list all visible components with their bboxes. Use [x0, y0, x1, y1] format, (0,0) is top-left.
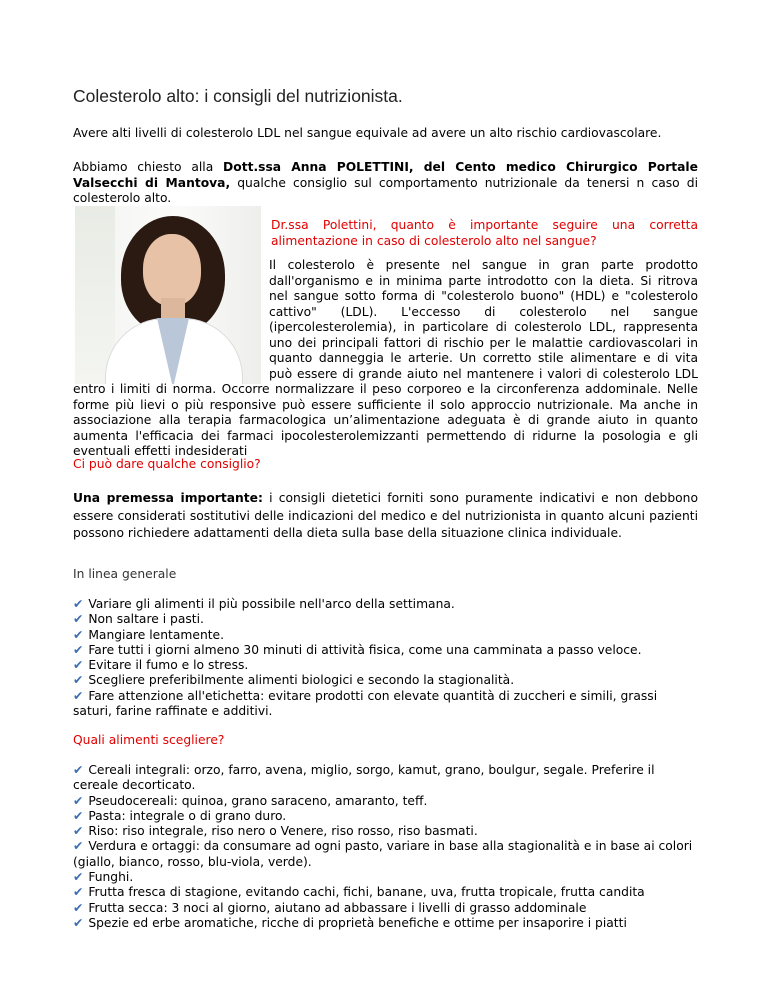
- check-icon: ✔: [73, 673, 84, 688]
- intro-text-post: qualche consiglio sul comportamento nutrizionale da tenersi n caso di colesterolo alto.: [73, 175, 699, 205]
- check-icon: ✔: [73, 642, 84, 657]
- list-item-text: Spezie ed erbe aromatiche, ricche di proprietà benefiche e ottime per insaporire i piatti: [88, 915, 627, 930]
- list-item-text: Cereali integrali: orzo, farro, avena, miglio, sorgo, kamut, grano, boulgur, segale. Preferire il cereale decorticato.: [73, 763, 655, 793]
- check-icon: ✔: [73, 612, 84, 627]
- check-icon: ✔: [73, 658, 84, 673]
- list-item: [73, 689, 698, 720]
- check-icon: ✔: [73, 900, 84, 915]
- check-icon: ✔: [73, 627, 84, 642]
- question-3: Quali alimenti scegliere?: [73, 733, 225, 747]
- check-icon: ✔: [73, 915, 84, 930]
- list-item-text: Pasta: integrale o di grano duro.: [88, 808, 287, 823]
- list-item: [73, 794, 698, 809]
- check-icon: ✔: [73, 793, 84, 808]
- general-advice-list: [73, 597, 698, 719]
- check-icon: ✔: [73, 763, 84, 777]
- list-item: [73, 839, 698, 870]
- list-item: [73, 901, 698, 916]
- intro-text-pre: Abbiamo chiesto alla: [73, 160, 224, 174]
- list-item: [73, 809, 698, 824]
- check-icon: ✔: [73, 870, 84, 885]
- check-icon: ✔: [73, 808, 84, 823]
- list-item-text: Evitare il fumo e lo stress.: [88, 658, 249, 673]
- list-item-text: Mangiare lentamente.: [88, 627, 225, 642]
- answer-1: [73, 258, 698, 460]
- premessa-label: Una premessa importante:: [73, 491, 263, 505]
- food-choice-list: [73, 763, 698, 931]
- photo-float-spacer: [73, 258, 269, 370]
- list-item-text: Riso: riso integrale, riso nero o Venere, riso rosso, riso basmati.: [88, 824, 478, 839]
- list-item: [73, 763, 698, 794]
- check-icon: ✔: [73, 839, 84, 854]
- check-icon: ✔: [73, 824, 84, 839]
- list-item-text: Frutta fresca di stagione, evitando cachi, fichi, banane, uva, frutta tropicale, frutta candita: [88, 885, 645, 900]
- intro-paragraph: Avere alti livelli di colesterolo LDL nel sangue equivale ad avere un alto rischio cardiovascolare.: [73, 126, 662, 140]
- premessa-paragraph: [73, 490, 698, 543]
- list-item-text: Pseudocereali: quinoa, grano saraceno, amaranto, teff.: [88, 793, 428, 808]
- doctor-name: Dott.ssa Anna POLETTINI, del Cento medico Chirurgico Portale Valsecchi di Mantova,: [73, 160, 698, 190]
- list-item: [73, 673, 698, 688]
- list-item: [73, 643, 698, 658]
- list-item: [73, 824, 698, 839]
- list-item: [73, 628, 698, 643]
- list-item: [73, 916, 698, 931]
- list-item-text: Scegliere preferibilmente alimenti biologici e secondo la stagionalità.: [88, 673, 515, 688]
- page-title: Colesterolo alto: i consigli del nutrizionista.: [73, 86, 403, 106]
- list-item: [73, 870, 698, 885]
- list-item: [73, 658, 698, 673]
- list-item-text: Fare tutti i giorni almeno 30 minuti di attività fisica, come una camminata a passo veloce.: [88, 642, 642, 657]
- list-item: [73, 597, 698, 612]
- section-label-general: In linea generale: [73, 567, 177, 581]
- answer-1-text: Il colesterolo è presente nel sangue in gran parte prodotto dall'organismo e in minima parte introdotto con la dieta. Si ritrova nel sangue sotto forma di "colesterolo buono" (HDL) e "colesterolo cattivo" (LDL). L'eccesso di colesterolo nel sangue (ipercolesterolemia), in particolare di colesterolo LDL, rappresenta uno dei principali fattori di rischio per le malattie cardiovascolari in quanto danneggia le arterie. Un corretto stile alimentare e di vita può essere di grande aiuto nel mantenere i valori di colesterolo LDL entro i limiti di norma. Occorre normalizzare il peso corporeo e la circonferenza addominale. Nelle forme più lievi o più responsive può essere sufficiente il solo approccio nutrizionale. Ma anche in associazione alla terapia farmacologica un’alimentazione adeguata è di grande aiuto in quanto aumenta l'efficacia dei farmaci ipocolesterolemizzanti permettendo di ridurne la posologia e gli eventuali effetti indesiderati: [73, 258, 698, 458]
- list-item-text: Verdura e ortaggi: da consumare ad ogni pasto, variare in base alla stagionalità e in base ai colori (giallo, bianco, rosso, blu-viola, verde).: [73, 839, 693, 869]
- list-item-text: Non saltare i pasti.: [88, 612, 204, 627]
- list-item-text: Funghi.: [88, 870, 134, 885]
- check-icon: ✔: [73, 885, 84, 900]
- list-item: [73, 612, 698, 627]
- premessa-text: i consigli dietetici forniti sono puramente indicativi e non debbono essere considerati sostitutivi delle indicazioni del medico e del nutrizionista in quanto alcuni pazienti possono richiedere adattamenti della dieta sulla base della situazione clinica individuale.: [73, 491, 698, 540]
- list-item-text: Fare attenzione all'etichetta: evitare prodotti con elevate quantità di zuccheri e simili, grassi saturi, farine raffinate e additivi.: [73, 688, 658, 719]
- check-icon: ✔: [73, 688, 84, 703]
- question-1: Dr.ssa Polettini, quanto è importante seguire una corretta alimentazione in caso di colesterolo alto nel sangue?: [271, 218, 698, 248]
- question-2: Ci può dare qualche consiglio?: [73, 457, 261, 471]
- intro-interview-paragraph: [73, 160, 698, 207]
- list-item-text: Variare gli alimenti il più possibile nell'arco della settimana.: [88, 597, 455, 611]
- check-icon: ✔: [73, 597, 84, 611]
- list-item-text: Frutta secca: 3 noci al giorno, aiutano ad abbassare i livelli di grasso addominale: [88, 900, 587, 915]
- list-item: [73, 885, 698, 900]
